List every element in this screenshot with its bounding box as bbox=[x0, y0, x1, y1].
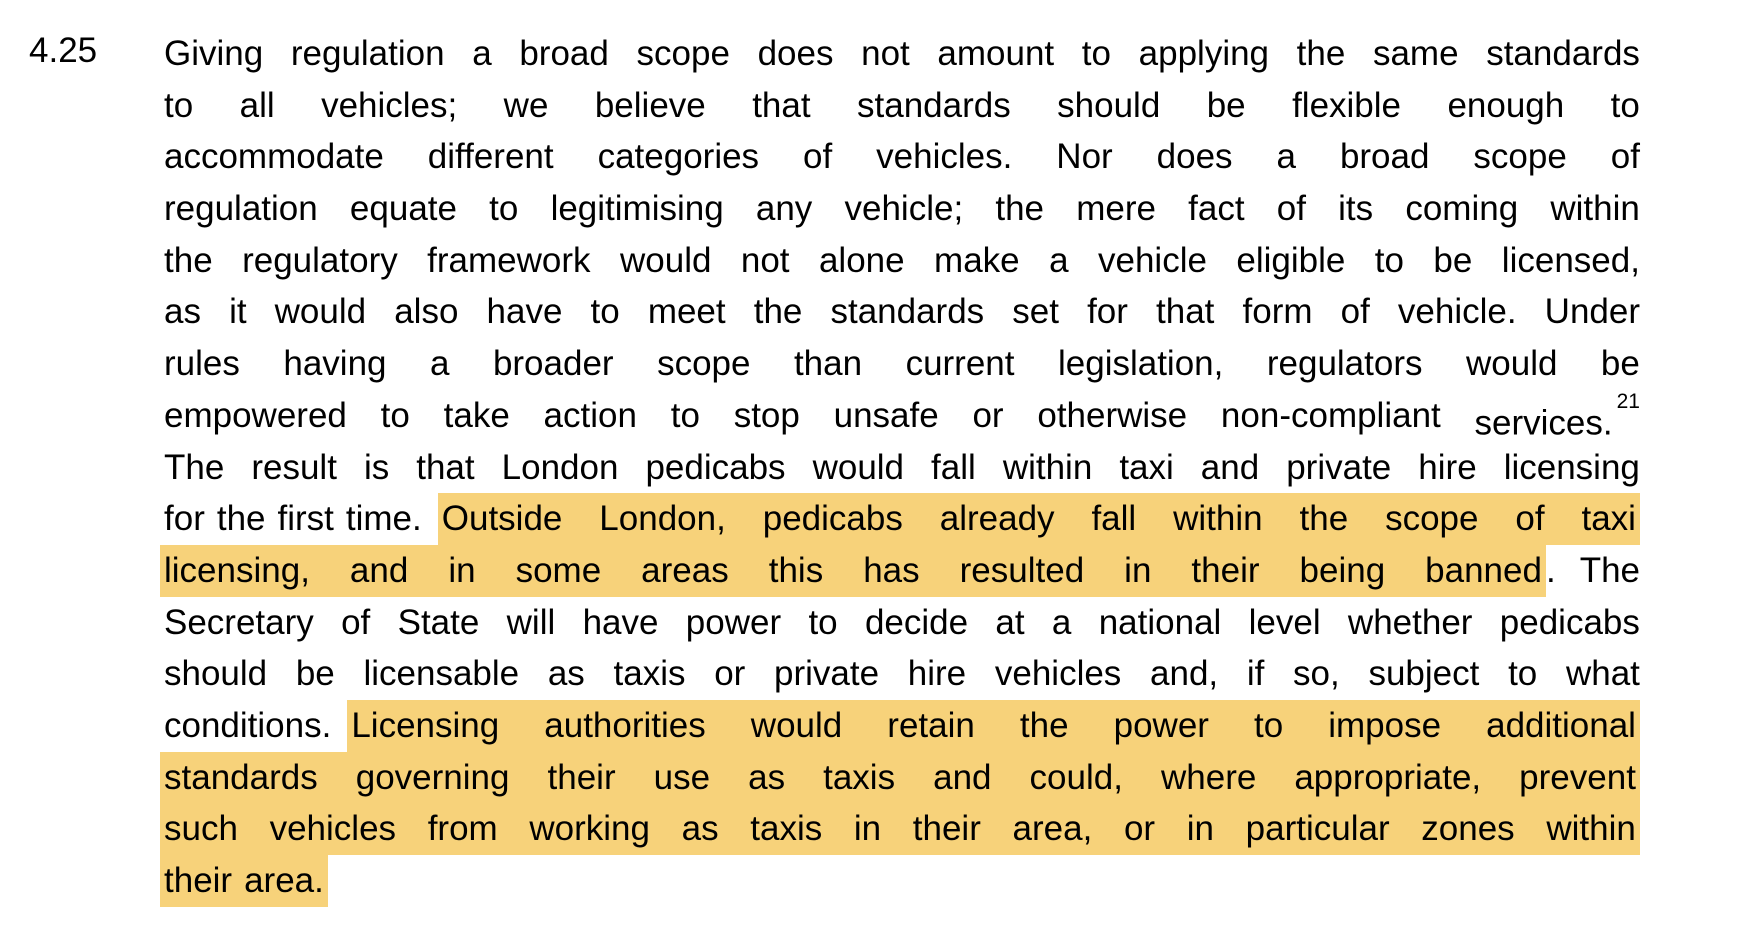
word: taxis bbox=[750, 809, 823, 849]
word: such bbox=[164, 809, 238, 849]
highlighted-text bbox=[160, 855, 328, 907]
word: within bbox=[1002, 447, 1093, 487]
word: vehicles; bbox=[321, 85, 458, 125]
word: it bbox=[229, 292, 247, 332]
word: particular bbox=[1245, 809, 1390, 849]
word: a bbox=[429, 344, 450, 384]
word: to bbox=[1374, 240, 1404, 280]
word: London, bbox=[599, 499, 726, 539]
word: framework bbox=[427, 240, 591, 280]
word: legitimising bbox=[550, 189, 724, 229]
word: whether bbox=[1347, 602, 1473, 642]
word: Giving bbox=[164, 34, 264, 73]
word: conditions. bbox=[164, 705, 332, 745]
word: private bbox=[1286, 447, 1392, 487]
word: in bbox=[1186, 809, 1214, 849]
word: flexible bbox=[1292, 85, 1402, 125]
highlighted-text bbox=[347, 700, 1640, 752]
text-line bbox=[164, 338, 1640, 390]
word: does bbox=[1156, 137, 1233, 177]
highlighted-text bbox=[160, 545, 1546, 597]
word: authorities bbox=[544, 705, 706, 745]
word: amount bbox=[937, 34, 1055, 73]
word: in bbox=[853, 809, 882, 849]
word: State bbox=[397, 602, 480, 642]
word: coming bbox=[1405, 189, 1519, 229]
word: could, bbox=[1029, 757, 1123, 797]
word: licensed, bbox=[1501, 240, 1640, 280]
word: their bbox=[912, 809, 981, 849]
word: taxis bbox=[613, 654, 686, 694]
word: as bbox=[748, 757, 786, 797]
word: and bbox=[933, 757, 992, 797]
word: take bbox=[443, 395, 510, 435]
word: that bbox=[752, 85, 811, 125]
word: than bbox=[793, 344, 863, 384]
word: of bbox=[1340, 292, 1370, 332]
word: . bbox=[1545, 550, 1556, 590]
word: not bbox=[861, 34, 910, 73]
word: so, bbox=[1293, 654, 1340, 694]
word: banned bbox=[1425, 550, 1542, 590]
word: some bbox=[515, 550, 602, 590]
word: stop bbox=[733, 395, 800, 435]
word: fall bbox=[931, 447, 976, 487]
word: to bbox=[808, 602, 838, 642]
word: be bbox=[1206, 85, 1246, 125]
word: level bbox=[1248, 602, 1321, 642]
word: their bbox=[1191, 550, 1260, 590]
word: taxi bbox=[1119, 447, 1174, 487]
word: Nor bbox=[1056, 137, 1113, 177]
word: decide bbox=[864, 602, 969, 642]
word: areas bbox=[641, 550, 729, 590]
word: make bbox=[934, 240, 1020, 280]
word: would bbox=[812, 447, 905, 487]
footnote-marker[interactable]: 21 bbox=[1616, 389, 1640, 413]
word: or bbox=[1123, 809, 1156, 849]
word: vehicle. bbox=[1397, 292, 1517, 332]
word: being bbox=[1299, 550, 1386, 590]
word: already bbox=[939, 499, 1055, 539]
word: area. bbox=[244, 861, 324, 900]
word: a bbox=[472, 34, 492, 73]
word: of bbox=[803, 137, 833, 177]
word: licensable bbox=[363, 654, 520, 694]
word: as bbox=[681, 809, 719, 849]
text-line bbox=[164, 235, 1640, 287]
word: accommodate bbox=[164, 137, 384, 177]
word: also bbox=[394, 292, 459, 332]
word: regulators bbox=[1266, 344, 1423, 384]
word: would bbox=[274, 292, 367, 332]
word: Under bbox=[1544, 292, 1640, 332]
word: for bbox=[164, 499, 205, 539]
word: use bbox=[653, 757, 711, 797]
word: broad bbox=[1339, 137, 1430, 177]
word: or bbox=[972, 395, 1004, 435]
word: we bbox=[503, 85, 549, 125]
word: of bbox=[1610, 137, 1640, 177]
plain-text bbox=[164, 700, 331, 752]
word: hire bbox=[907, 654, 967, 694]
text-line bbox=[164, 855, 1640, 907]
word: eligible bbox=[1236, 240, 1346, 280]
word: would bbox=[750, 705, 843, 745]
word: Licensing bbox=[351, 705, 500, 745]
word: scope bbox=[636, 34, 730, 73]
word: have bbox=[486, 292, 563, 332]
word: at bbox=[995, 602, 1025, 642]
word: regulatory bbox=[242, 240, 398, 280]
word: regulation bbox=[290, 34, 445, 73]
word: what bbox=[1565, 654, 1640, 694]
word: to bbox=[1508, 654, 1538, 694]
word: that bbox=[1156, 292, 1215, 332]
word: a bbox=[1276, 137, 1296, 177]
text-line bbox=[164, 493, 1640, 545]
word: The bbox=[1579, 550, 1640, 590]
word: in bbox=[1124, 550, 1152, 590]
word: legislation, bbox=[1057, 344, 1224, 384]
word: the bbox=[753, 292, 803, 332]
word: the bbox=[1019, 705, 1069, 745]
word: scope bbox=[657, 344, 751, 384]
word: to bbox=[1253, 705, 1284, 745]
word: equate bbox=[349, 189, 457, 229]
word: to bbox=[164, 85, 194, 125]
word: services.$^{21}$ bbox=[1474, 389, 1640, 443]
word: vehicle; bbox=[844, 189, 964, 229]
word: believe bbox=[594, 85, 706, 125]
text-line bbox=[164, 442, 1640, 494]
word: this bbox=[768, 550, 824, 590]
word: current bbox=[905, 344, 1015, 384]
word: as bbox=[164, 292, 201, 332]
word: applying bbox=[1138, 34, 1270, 73]
word: the bbox=[1296, 34, 1346, 73]
word: is bbox=[363, 447, 390, 487]
word: and bbox=[1200, 447, 1260, 487]
text-line bbox=[164, 597, 1640, 649]
word: otherwise bbox=[1037, 395, 1188, 435]
word: of bbox=[1276, 189, 1306, 229]
word: zones bbox=[1421, 809, 1515, 849]
word: fall bbox=[1091, 499, 1137, 539]
plain-text bbox=[1546, 545, 1640, 597]
word: have bbox=[582, 602, 659, 642]
word: pedicabs bbox=[645, 447, 786, 487]
word: and bbox=[349, 550, 409, 590]
text-line bbox=[164, 752, 1640, 804]
word: meet bbox=[647, 292, 726, 332]
highlighted-text bbox=[160, 803, 1640, 855]
word: their bbox=[164, 861, 233, 900]
word: power bbox=[685, 602, 782, 642]
word: area, bbox=[1012, 809, 1093, 849]
word: non-compliant bbox=[1220, 395, 1441, 435]
word: impose bbox=[1328, 705, 1442, 745]
word: broader bbox=[492, 344, 614, 384]
word: enough bbox=[1447, 85, 1565, 125]
highlighted-text bbox=[438, 493, 1640, 545]
word: appropriate, bbox=[1294, 757, 1482, 797]
plain-text bbox=[164, 493, 422, 545]
word: or bbox=[714, 654, 746, 694]
word: action bbox=[543, 395, 637, 435]
word: alone bbox=[818, 240, 905, 280]
word: hire bbox=[1418, 447, 1477, 487]
text-line bbox=[164, 28, 1640, 80]
word: does bbox=[757, 34, 834, 73]
word: time. bbox=[345, 499, 422, 539]
word: of bbox=[1515, 499, 1545, 539]
word: vehicles bbox=[269, 809, 397, 849]
word: broad bbox=[519, 34, 609, 73]
paragraph-body bbox=[164, 28, 1640, 907]
text-line bbox=[164, 390, 1640, 442]
word: result bbox=[251, 447, 337, 487]
word: Outside bbox=[441, 499, 563, 539]
word: set bbox=[1012, 292, 1059, 332]
word: same bbox=[1372, 34, 1459, 73]
word: the bbox=[164, 240, 213, 280]
word: be bbox=[295, 654, 335, 694]
word: the bbox=[216, 499, 266, 539]
paragraph-number: 4.25 bbox=[29, 31, 98, 70]
word: national bbox=[1098, 602, 1222, 642]
word: licensing bbox=[1503, 447, 1640, 487]
word: their bbox=[547, 757, 616, 797]
word: the bbox=[995, 189, 1045, 229]
word: subject bbox=[1368, 654, 1480, 694]
word: if bbox=[1246, 654, 1265, 694]
word: vehicles bbox=[994, 654, 1122, 694]
word: be bbox=[1433, 240, 1473, 280]
word: the bbox=[1299, 499, 1349, 539]
word: to bbox=[489, 189, 519, 229]
word: should bbox=[164, 654, 268, 694]
word: within bbox=[1173, 499, 1263, 539]
word: would bbox=[1465, 344, 1558, 384]
word: rules bbox=[164, 344, 240, 384]
word: first bbox=[277, 499, 334, 539]
text-line bbox=[164, 803, 1640, 855]
word: within bbox=[1546, 809, 1636, 849]
word: to bbox=[670, 395, 700, 435]
word: unsafe bbox=[833, 395, 939, 435]
text-line bbox=[164, 286, 1640, 338]
word: standards bbox=[1486, 34, 1640, 73]
word: governing bbox=[355, 757, 510, 797]
word: from bbox=[427, 809, 498, 849]
word: standards bbox=[164, 757, 318, 797]
word: form bbox=[1242, 292, 1313, 332]
text-line bbox=[164, 183, 1640, 235]
text-line bbox=[164, 700, 1640, 752]
word: taxis bbox=[823, 757, 896, 797]
word: standards bbox=[830, 292, 985, 332]
word: vehicles. bbox=[876, 137, 1013, 177]
word: The bbox=[164, 447, 225, 487]
word: taxi bbox=[1581, 499, 1636, 539]
text-line bbox=[164, 545, 1640, 597]
word: licensing, bbox=[164, 550, 310, 590]
word: prevent bbox=[1519, 757, 1636, 797]
word: resulted bbox=[959, 550, 1085, 590]
word: pedicabs bbox=[1499, 602, 1640, 642]
word: within bbox=[1550, 189, 1640, 229]
word: of bbox=[341, 602, 371, 642]
word: any bbox=[755, 189, 813, 229]
word: working bbox=[529, 809, 650, 849]
word: London bbox=[501, 447, 619, 487]
word: a bbox=[1049, 240, 1069, 280]
text-line bbox=[164, 80, 1640, 132]
word: regulation bbox=[164, 189, 318, 229]
word: pedicabs bbox=[762, 499, 903, 539]
word: having bbox=[283, 344, 387, 384]
highlighted-text bbox=[160, 752, 1640, 804]
word: standards bbox=[857, 85, 1011, 125]
word: scope bbox=[1473, 137, 1567, 177]
word: to bbox=[380, 395, 410, 435]
word: its bbox=[1338, 189, 1374, 229]
word: all bbox=[239, 85, 275, 125]
word: categories bbox=[597, 137, 760, 177]
word: to bbox=[1081, 34, 1111, 73]
word: as bbox=[547, 654, 585, 694]
text-line bbox=[164, 648, 1640, 700]
word: where bbox=[1160, 757, 1257, 797]
word: for bbox=[1087, 292, 1128, 332]
word: and, bbox=[1150, 654, 1219, 694]
word: be bbox=[1600, 344, 1640, 384]
word: Secretary bbox=[164, 602, 314, 642]
word: that bbox=[416, 447, 475, 487]
word: mere bbox=[1076, 189, 1156, 229]
word: will bbox=[506, 602, 556, 642]
word: retain bbox=[887, 705, 975, 745]
word: to bbox=[1610, 85, 1640, 125]
text-line bbox=[164, 131, 1640, 183]
word: additional bbox=[1486, 705, 1636, 745]
word: a bbox=[1051, 602, 1072, 642]
word: scope bbox=[1385, 499, 1479, 539]
word: in bbox=[448, 550, 476, 590]
word: has bbox=[863, 550, 920, 590]
word: would bbox=[619, 240, 712, 280]
word: empowered bbox=[164, 395, 347, 435]
word: power bbox=[1113, 705, 1209, 745]
word: vehicle bbox=[1097, 240, 1207, 280]
word: to bbox=[590, 292, 620, 332]
word: not bbox=[740, 240, 790, 280]
word: private bbox=[774, 654, 880, 694]
word: should bbox=[1057, 85, 1161, 125]
word: different bbox=[427, 137, 554, 177]
word: fact bbox=[1188, 189, 1245, 229]
